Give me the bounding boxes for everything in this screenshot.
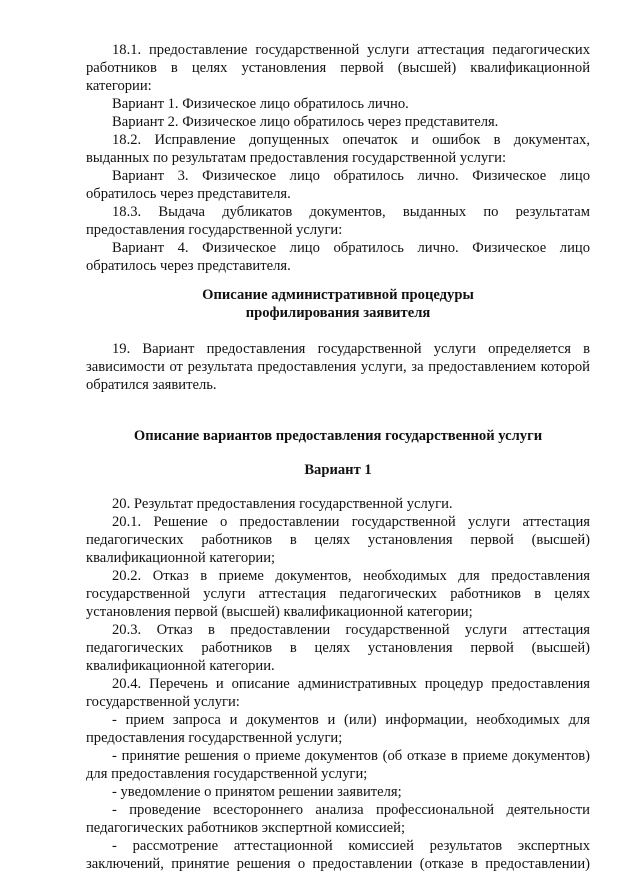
paragraph-line: 18.3. Выдача дубликатов документов, выданных по результатам: [112, 204, 590, 220]
paragraph-line: Вариант 3. Физическое лицо обратилось лично. Физическое лицо: [112, 168, 590, 184]
list-item-line: - уведомление о принятом решении заявителя;: [112, 784, 402, 800]
list-item-line: - рассмотрение аттестационной комиссией результатов экспертных: [112, 838, 590, 854]
list-item-line: предоставления государственной услуги;: [86, 730, 343, 746]
paragraph-line: государственной услуги аттестация педагогических работников в целях: [86, 586, 590, 602]
paragraph-line: обратился заявитель.: [86, 377, 217, 393]
list-item-line: для предоставления государственной услуги;: [86, 766, 368, 782]
paragraph-line: Вариант 2. Физическое лицо обратилось через представителя.: [112, 114, 499, 130]
paragraph-line: обратилось через представителя.: [86, 258, 291, 274]
paragraph-line: предоставления государственной услуги:: [86, 222, 343, 238]
paragraph-line: 20.1. Решение о предоставлении государственной услуги аттестация: [112, 514, 590, 530]
paragraph-line: работников в целях установления первой (высшей) квалификационной: [86, 60, 590, 76]
paragraph-line: установления первой (высшей) квалификационной категории;: [86, 604, 473, 620]
paragraph-line: 19. Вариант предоставления государственной услуги определяется в: [112, 341, 590, 357]
section-heading: Описание вариантов предоставления государственной услуги: [133, 428, 543, 444]
paragraph-line: зависимости от результата предоставления услуги, за предоставлением которой: [86, 359, 590, 375]
paragraph-line: обратилось через представителя.: [86, 186, 291, 202]
list-item-line: - проведение всестороннего анализа профессиональной деятельности: [112, 802, 590, 818]
paragraph-line: 18.2. Исправление допущенных опечаток и ошибок в документах,: [112, 132, 590, 148]
paragraph-line: выданных по результатам предоставления государственной услуги:: [86, 150, 507, 166]
paragraph-line: квалификационной категории;: [86, 550, 276, 566]
paragraph-line: категории:: [86, 78, 152, 94]
list-item-line: педагогических работников экспертной комиссией;: [86, 820, 406, 836]
list-item-line: - прием запроса и документов и (или) информации, необходимых для: [112, 712, 590, 728]
paragraph-line: педагогических работников в целях установления первой (высшей): [86, 640, 590, 656]
paragraph-line: 20. Результат предоставления государственной услуги.: [112, 496, 453, 512]
paragraph-line: 20.3. Отказ в предоставлении государственной услуги аттестация: [112, 622, 590, 638]
paragraph-line: 20.2. Отказ в приеме документов, необходимых для предоставления: [112, 568, 590, 584]
variant-heading: Вариант 1: [304, 462, 372, 478]
paragraph-line: Вариант 4. Физическое лицо обратилось лично. Физическое лицо: [112, 240, 590, 256]
list-item-line: - принятие решения о приеме документов (об отказе в приеме документов): [112, 748, 590, 764]
list-item-line: заключений, принятие решения о предоставлении (отказе в предоставлении): [86, 856, 590, 872]
paragraph-line: Вариант 1. Физическое лицо обратилось лично.: [112, 96, 409, 112]
paragraph-line: государственной услуги:: [86, 694, 240, 710]
paragraph-line: педагогических работников в целях установления первой (высшей): [86, 532, 590, 548]
paragraph-line: 20.4. Перечень и описание административных процедур предоставления: [112, 676, 590, 692]
paragraph-line: 18.1. предоставление государственной услуги аттестация педагогических: [112, 42, 590, 58]
paragraph-line: квалификационной категории.: [86, 658, 275, 674]
section-heading: Описание административной процедуры: [202, 287, 474, 303]
section-heading: профилирования заявителя: [245, 305, 431, 321]
